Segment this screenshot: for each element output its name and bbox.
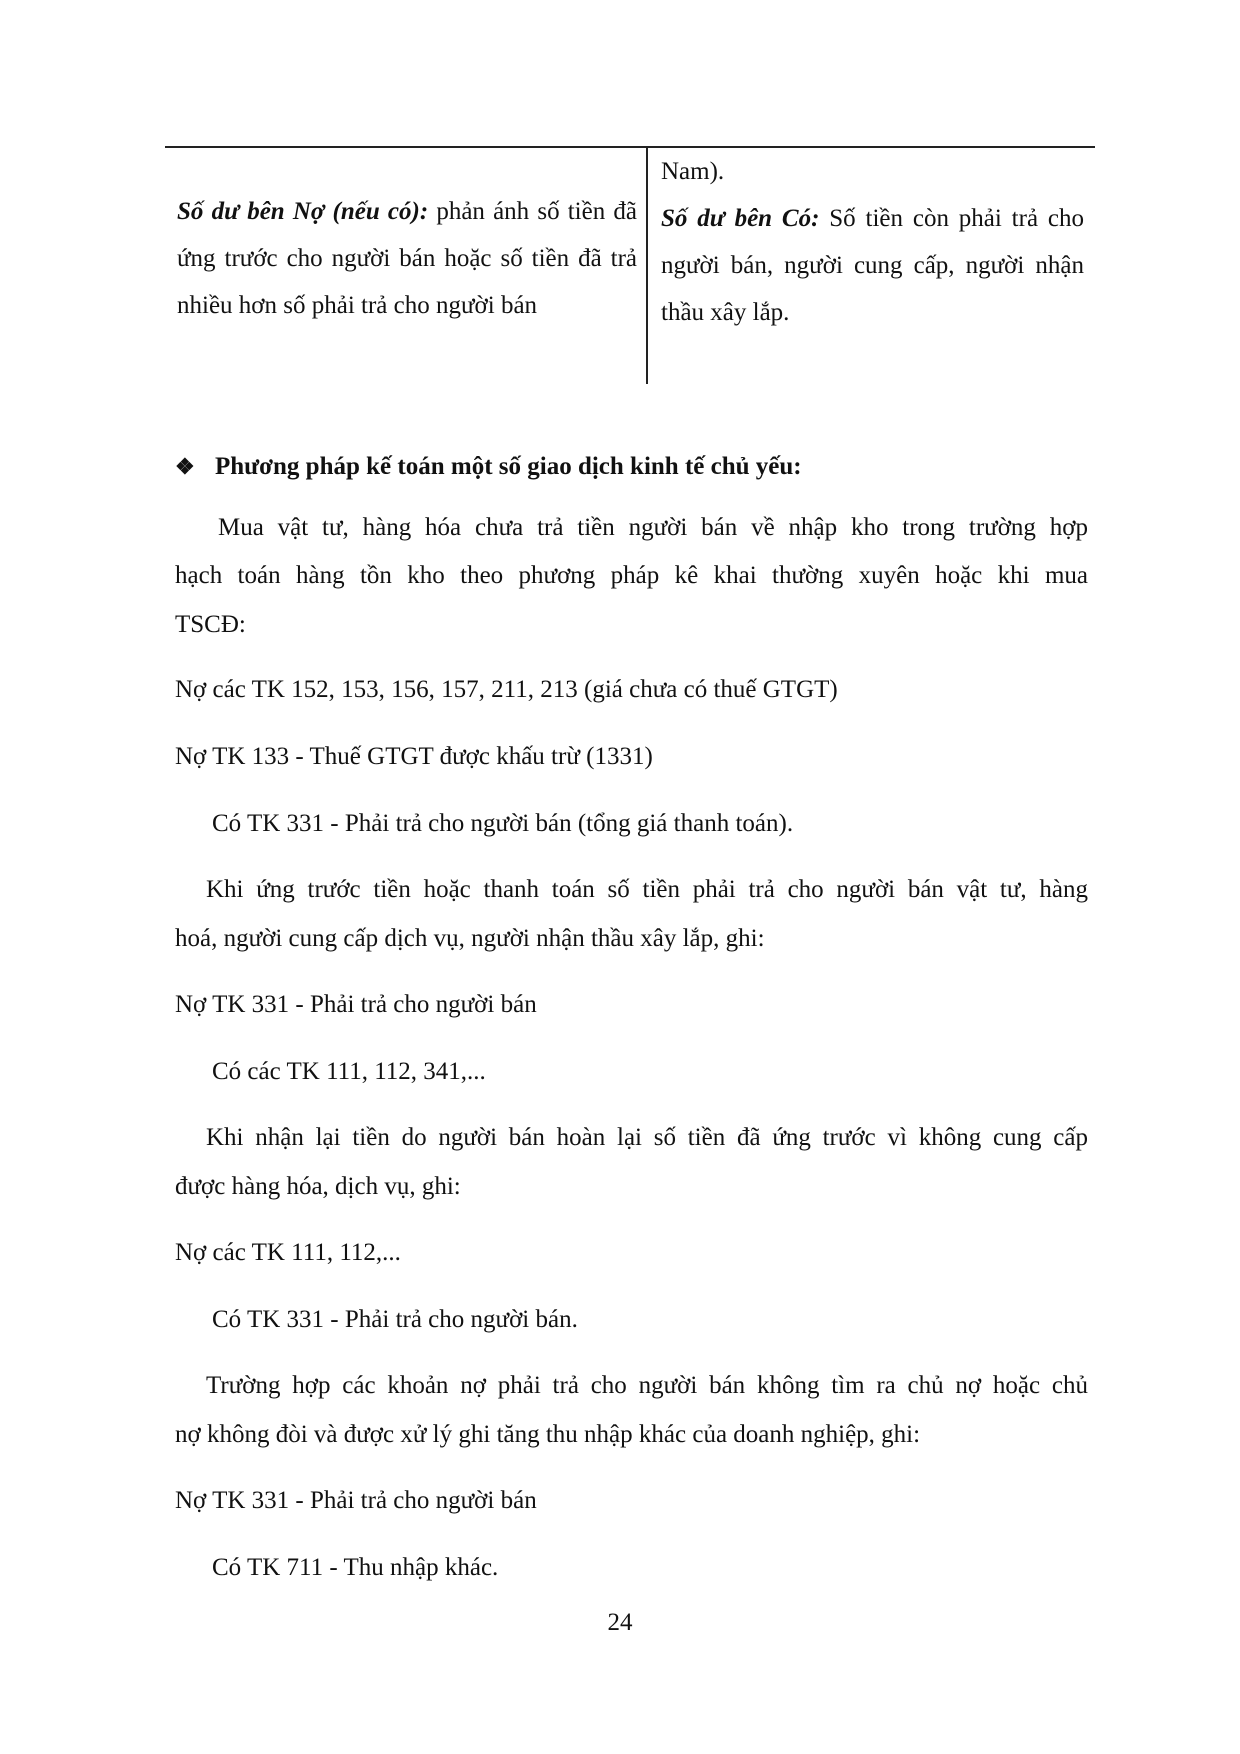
journal-entry: Có các TK 111, 112, 341,... [212,1058,486,1085]
continued-text: Nam). [661,158,725,185]
journal-entry: Nợ TK 133 - Thuế GTGT được khấu trừ (1331) [175,743,653,770]
debit-balance-label: Số dư bên Nợ (nếu có): [177,198,429,225]
credit-balance-cell [661,148,1084,336]
debit-balance-text: phản ánh số tiền đã ứng trước cho người bán hoặc số tiền đã trả nhiều hơn số phải trả cho người bán [177,198,637,319]
journal-entry: Có TK 331 - Phải trả cho người bán (tổng giá thanh toán). [212,810,794,837]
journal-entry: Nợ TK 331 - Phải trả cho người bán [175,991,537,1018]
paragraph-line: Khi ứng trước tiền hoặc thanh toán số tiền phải trả cho người bán vật tư, hàng [206,876,1088,903]
section-heading [175,452,802,482]
debit-balance-cell [177,188,637,329]
journal-entry: Nợ TK 331 - Phải trả cho người bán [175,1487,537,1514]
paragraph-line: Trường hợp các khoản nợ phải trả cho người bán không tìm ra chủ nợ hoặc chủ [206,1372,1088,1399]
diamond-bullet-icon: ❖ [175,454,195,479]
section-heading-text: Phương pháp kế toán một số giao dịch kinh tế chủ yếu: [215,453,802,480]
paragraph-line: được hàng hóa, dịch vụ, ghi: [175,1173,461,1200]
paragraph-line: TSCĐ: [175,611,246,638]
journal-entry: Có TK 711 - Thu nhập khác. [212,1554,499,1581]
page-number: 24 [607,1609,633,1636]
credit-balance-label: Số dư bên Có: [661,205,820,232]
journal-entry: Nợ các TK 111, 112,... [175,1239,401,1266]
credit-balance-text: Số tiền còn phải trả cho người bán, người cung cấp, người nhận thầu xây lắp. [661,205,1084,326]
paragraph-line: hạch toán hàng tồn kho theo phương pháp kê khai thường xuyên hoặc khi mua [175,562,1088,589]
account-balance-table [165,146,1095,384]
column-divider [646,148,648,384]
paragraph-line: hoá, người cung cấp dịch vụ, người nhận thầu xây lắp, ghi: [175,925,765,952]
journal-entry: Nợ các TK 152, 153, 156, 157, 211, 213 (giá chưa có thuế GTGT) [175,676,838,703]
paragraph-line: Mua vật tư, hàng hóa chưa trả tiền người bán về nhập kho trong trường hợp [218,514,1088,541]
journal-entry: Có TK 331 - Phải trả cho người bán. [212,1306,578,1333]
paragraph-line: Khi nhận lại tiền do người bán hoàn lại số tiền đã ứng trước vì không cung cấp [206,1124,1088,1151]
paragraph-line: nợ không đòi và được xử lý ghi tăng thu nhập khác của doanh nghiệp, ghi: [175,1421,921,1448]
